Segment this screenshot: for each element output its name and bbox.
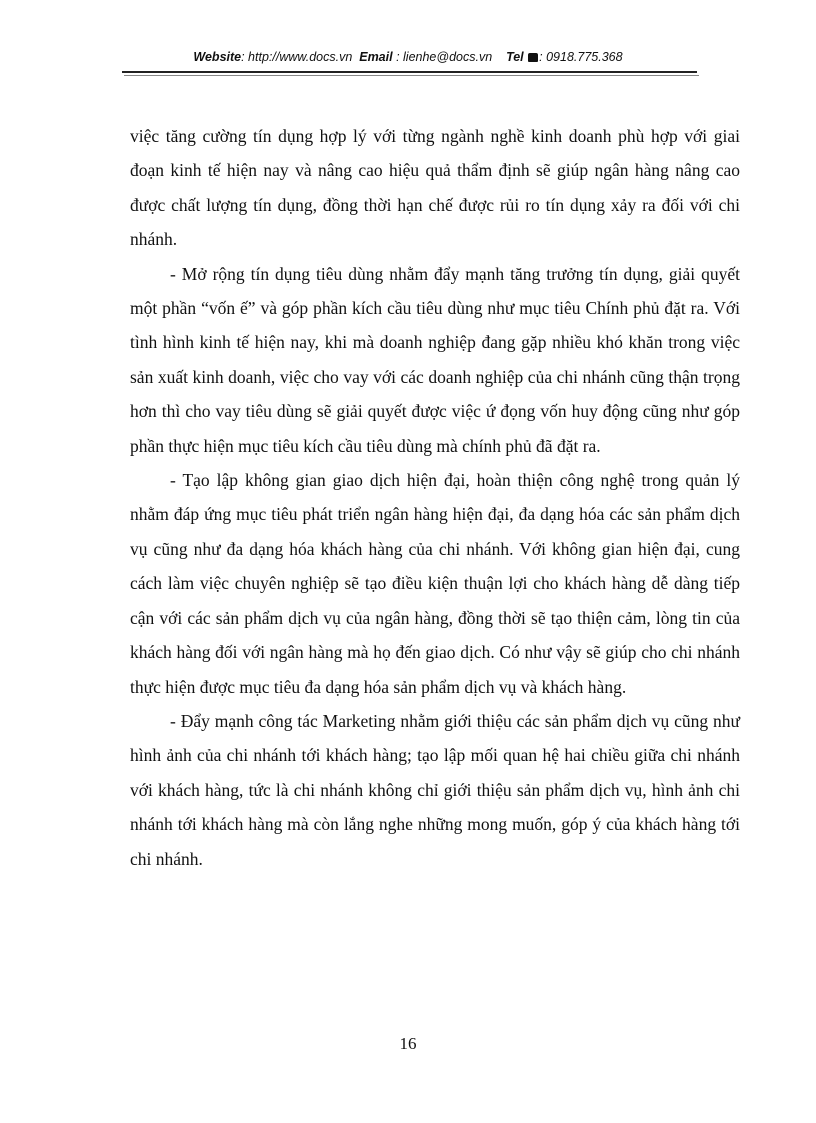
- header-rule: [122, 71, 697, 73]
- paragraph-1: việc tăng cường tín dụng hợp lý với từng ngành nghề kinh doanh phù hợp với giai đoạn kinh tế hiện nay và nâng cao hiệu quả thẩm định sẽ giúp ngân hàng nâng cao được chất lượng tín dụng, đồng thời hạn chế được rủi ro tín dụng xảy ra đối với chi nhánh.: [130, 126, 740, 250]
- paragraph-3: - Tạo lập không gian giao dịch hiện đại, hoàn thiện công nghệ trong quản lý nhằm đáp ứng mục tiêu phát triển ngân hàng hiện đại, đa dạng hóa các sản phẩm dịch vụ cũng như đa dạng hóa khách hàng của chi nhánh. Với không gian hiện đại, cung cách làm việc chuyên nghiệp sẽ tạo điều kiện thuận lợi cho khách hàng dễ dàng tiếp cận với các sản phẩm dịch vụ của ngân hàng, đồng thời sẽ tạo thiện cảm, lòng tin của khách hàng đối với ngân hàng mà họ đến giao dịch. Có như vậy sẽ giúp cho chi nhánh thực hiện được mục tiêu đa dạng hóa sản phẩm dịch vụ và khách hàng.: [130, 470, 740, 697]
- paragraph-4: - Đẩy mạnh công tác Marketing nhằm giới thiệu các sản phẩm dịch vụ cũng như hình ảnh của chi nhánh tới khách hàng; tạo lập mối quan hệ hai chiều giữa chi nhánh với khách hàng, tức là chi nhánh không chỉ giới thiệu sản phẩm dịch vụ, hình ảnh chi nhánh tới khách hàng mà còn lắng nghe những mong muốn, góp ý của khách hàng tới chi nhánh.: [130, 710, 740, 869]
- page-header: [0, 50, 816, 64]
- page-number: 16: [399, 1034, 417, 1053]
- email-value: : lienhe@docs.vn: [396, 50, 493, 64]
- tel-value: : 0918.775.368: [539, 50, 623, 64]
- header-rule-shadow: [124, 75, 699, 76]
- email-label: Email: [359, 50, 393, 64]
- body-text: [130, 119, 740, 876]
- tel-label: Tel: [506, 50, 524, 64]
- website-label: Website: [193, 50, 242, 64]
- paragraph-2: - Mở rộng tín dụng tiêu dùng nhằm đẩy mạnh tăng trưởng tín dụng, giải quyết một phần “vốn ế” và góp phần kích cầu tiêu dùng như mục tiêu Chính phủ đặt ra. Với tình hình kinh tế hiện nay, khi mà doanh nghiệp đang gặp nhiều khó khăn trong việc sản xuất kinh doanh, việc cho vay với các doanh nghiệp của chi nhánh cũng thận trọng hơn thì cho vay tiêu dùng sẽ giải quyết được việc ứ đọng vốn huy động cũng như góp phần thực hiện mục tiêu kích cầu tiêu dùng mà chính phủ đã đặt ra.: [130, 263, 740, 456]
- phone-icon: [528, 53, 538, 62]
- website-value: : http://www.docs.vn: [241, 50, 353, 64]
